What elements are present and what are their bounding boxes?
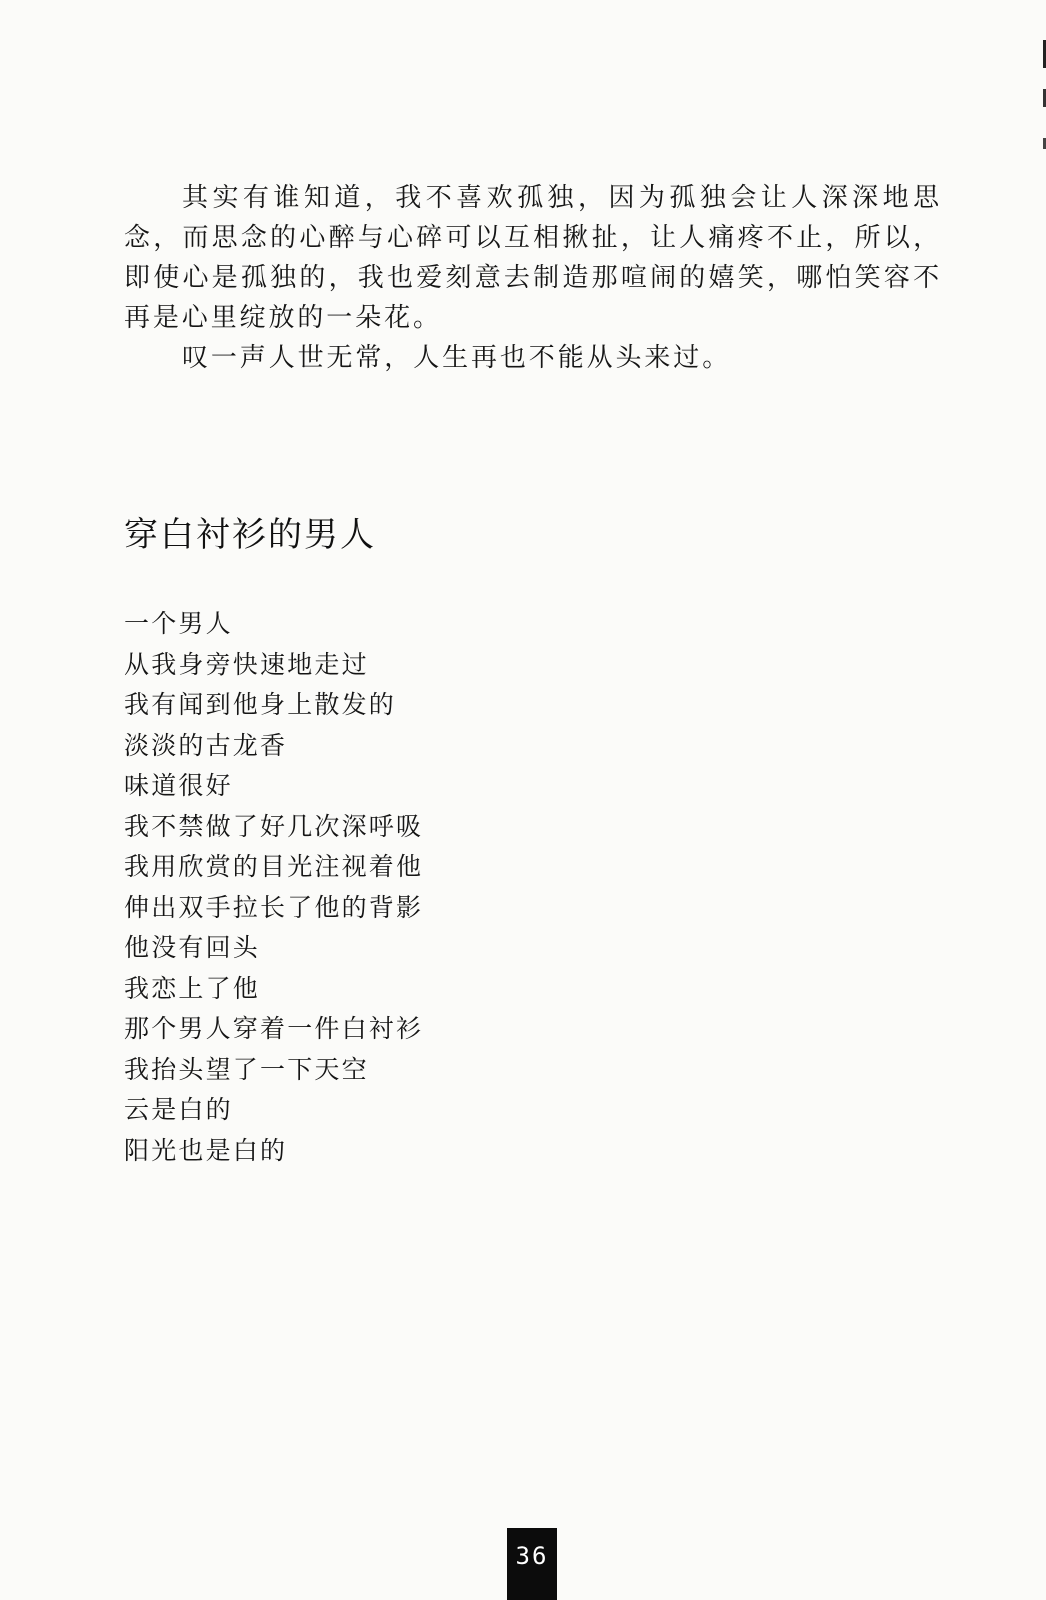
poem-line: 一个男人 xyxy=(124,609,233,638)
poem-line: 淡淡的古龙香 xyxy=(124,730,288,760)
poem-line: 他没有回头 xyxy=(124,933,261,962)
prose-paragraph: 其实有谁知道，我不喜欢孤独，因为孤独会让人深深地思念，而思念的心醉与心碎可以互相揪扯，让人痛疼不止，所以，即使心是孤独的，我也爱刻意去制造那喧闹的嬉笑，哪怕笑容不再是心里绽放的一朵花。 xyxy=(124,183,942,333)
page-number: 36 xyxy=(507,1528,557,1600)
poem-line: 那个男人穿着一件白衬衫 xyxy=(124,1014,424,1043)
prose-paragraph: 叹一声人世无常，人生再也不能从头来过。 xyxy=(182,343,732,373)
poem-line: 味道很好 xyxy=(124,771,233,800)
poem-line: 我不禁做了好几次深呼吸 xyxy=(124,811,424,841)
poem-lines xyxy=(124,604,423,1171)
poem-line: 我有闻到他身上散发的 xyxy=(124,690,397,719)
poem-line: 我抬头望了一下天空 xyxy=(124,1054,369,1084)
poem-line: 从我身旁快速地走过 xyxy=(124,649,369,679)
poem-line: 阳光也是白的 xyxy=(124,1135,288,1165)
poem-line: 我恋上了他 xyxy=(124,973,261,1003)
poem-line: 云是白的 xyxy=(124,1095,233,1124)
poem-title: 穿白衬衫的男人 xyxy=(124,515,376,555)
prose-section xyxy=(124,178,942,378)
poem-line: 伸出双手拉长了他的背影 xyxy=(124,892,424,922)
poem-line: 我用欣赏的目光注视着他 xyxy=(124,852,424,881)
